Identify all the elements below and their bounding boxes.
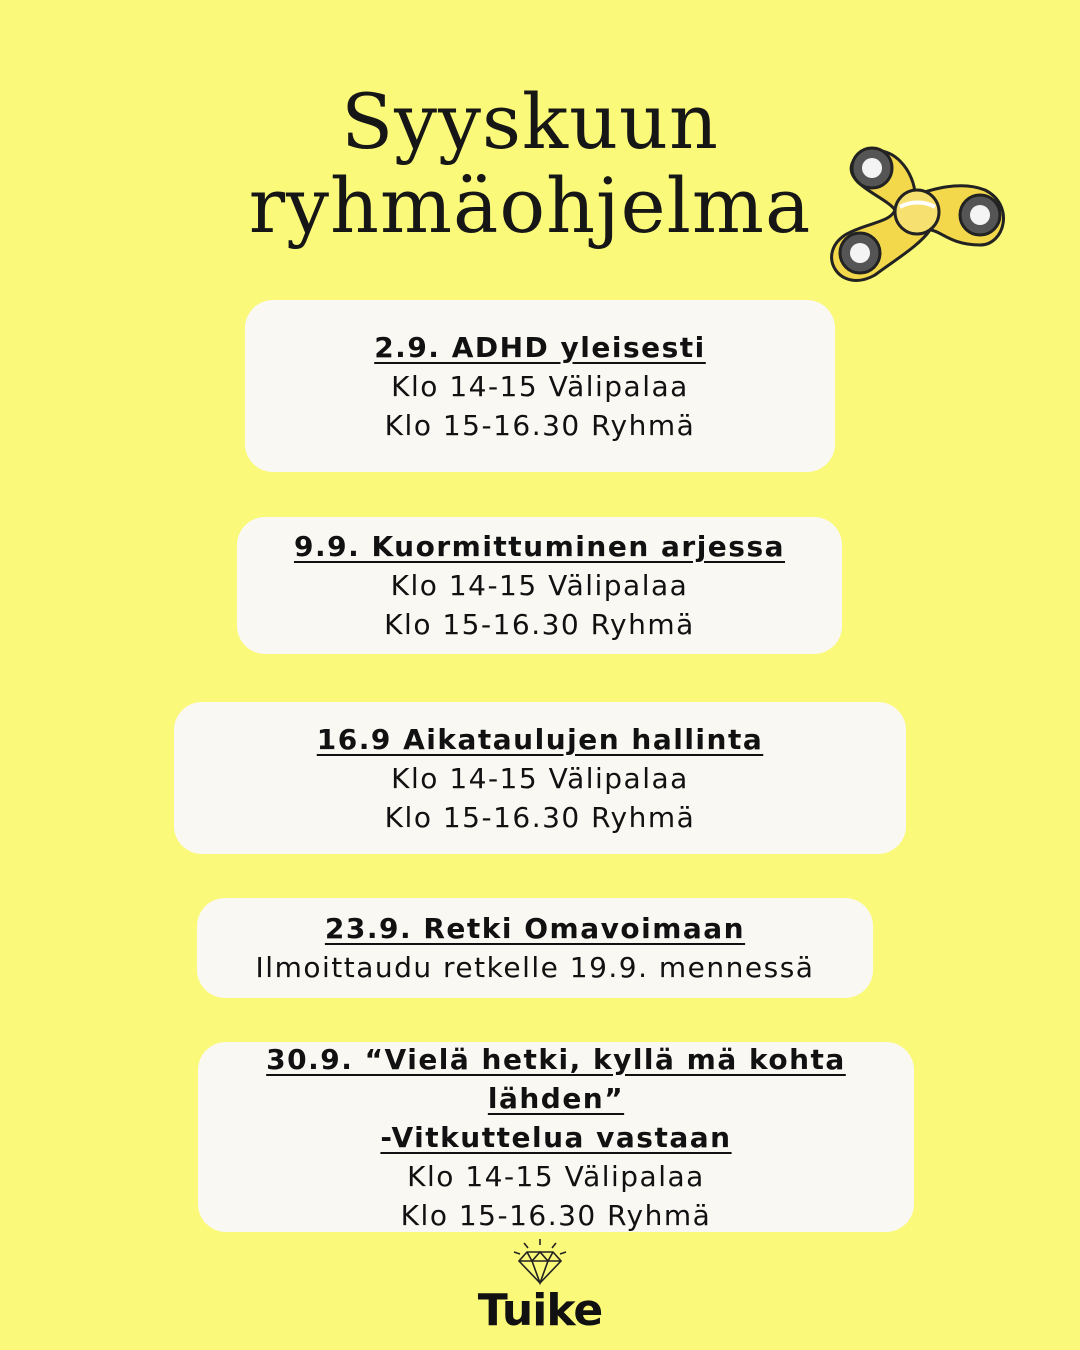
session-heading: 23.9. Retki Omavoimaan [324, 912, 746, 945]
session-card-3 [174, 702, 906, 854]
logo-text: Tuike [477, 1285, 603, 1336]
session-heading-2: -Vitkuttelua vastaan [380, 1120, 732, 1154]
session-card-2 [237, 517, 842, 654]
diamond-icon [510, 1238, 570, 1286]
session-line: Ilmoittaudu retkelle 19.9. mennessä [255, 951, 815, 984]
session-heading: 16.9 Aikataulujen hallinta [316, 722, 764, 756]
session-line: Klo 14-15 Välipalaa [391, 369, 689, 403]
title-line-2: ryhmäohjelma [248, 161, 812, 250]
page-title [190, 77, 870, 250]
session-line: Klo 14-15 Välipalaa [407, 1159, 705, 1193]
fidget-spinner-icon [820, 135, 1015, 285]
session-line: Klo 15-16.30 Ryhmä [400, 1198, 712, 1232]
session-card-5 [198, 1042, 914, 1232]
session-card-1 [245, 300, 835, 472]
session-line: Klo 15-16.30 Ryhmä [384, 408, 696, 442]
tuike-logo [440, 1238, 640, 1343]
session-heading: 9.9. Kuormittuminen arjessa [293, 530, 786, 563]
session-card-4 [197, 898, 873, 998]
session-heading: 2.9. ADHD yleisesti [374, 330, 706, 364]
title-line-1: Syyskuun [341, 77, 719, 166]
session-line: Klo 14-15 Välipalaa [391, 761, 689, 795]
session-line: Klo 15-16.30 Ryhmä [384, 608, 695, 641]
session-line: Klo 15-16.30 Ryhmä [384, 800, 696, 834]
session-heading: 30.9. “Vielä hetki, kyllä mä kohta lähden” [266, 1042, 846, 1115]
session-line: Klo 14-15 Välipalaa [390, 569, 689, 602]
